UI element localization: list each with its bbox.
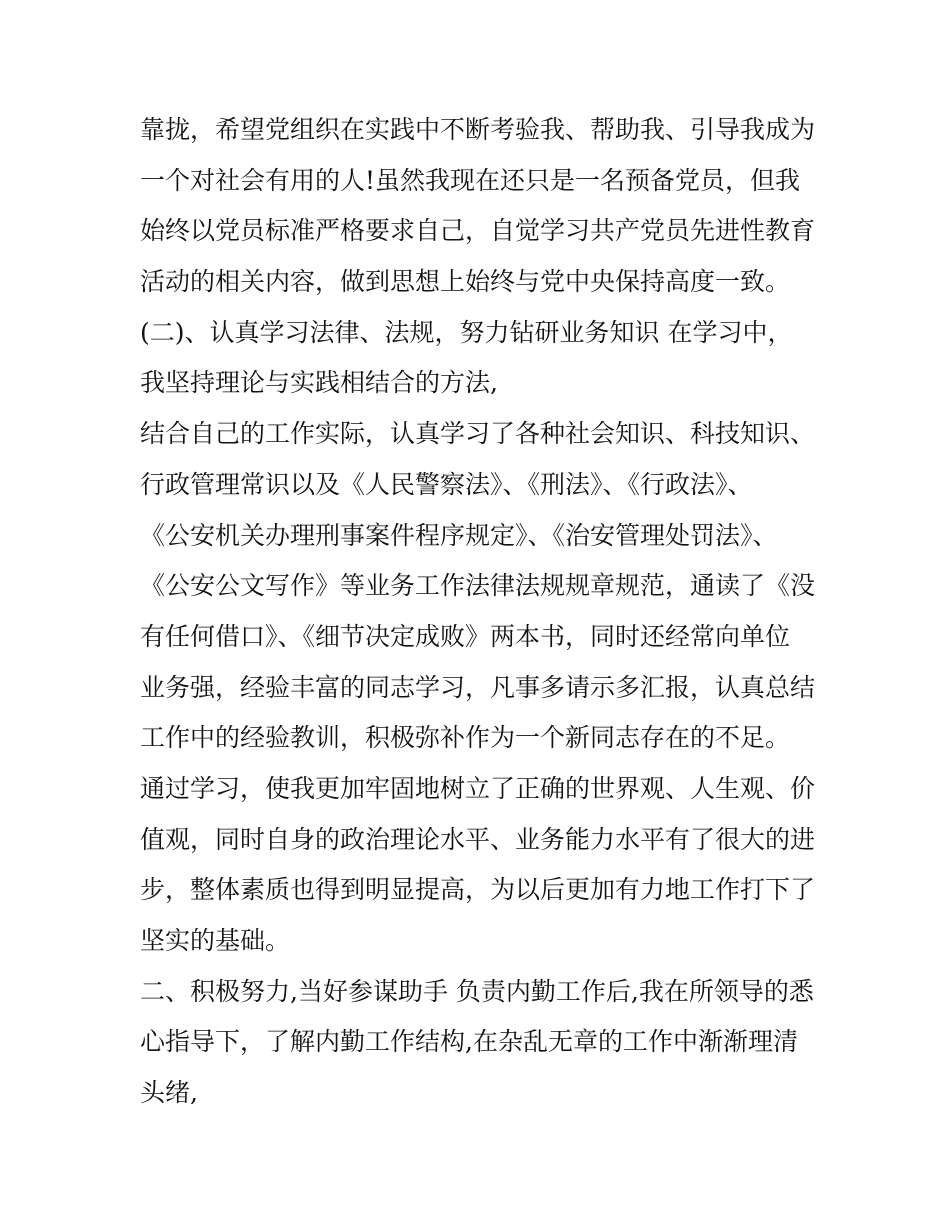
text-line: 值观，同时自身的政治理论水平、业务能力水平有了很大的进 bbox=[140, 824, 816, 854]
text-line: 我坚持理论与实践相结合的方法, bbox=[140, 368, 498, 398]
text-line: 坚实的基础。 bbox=[140, 926, 291, 955]
text-line: 通过学习，使我更加牢固地树立了正确的世界观、人生观、价 bbox=[140, 773, 816, 803]
text-line: 行政管理常识以及《人民警察法》、《刑法》、《行政法》、 bbox=[140, 469, 753, 499]
section-heading-line: 二、积极努力,当好参谋助手 负责内勤工作后,我在所领导的悉 bbox=[140, 976, 814, 1006]
text-line: 心指导下，了解内勤工作结构,在杂乱无章的工作中渐渐理清 bbox=[140, 1027, 798, 1057]
text-line: 结合自己的工作实际，认真学习了各种社会知识、科技知识、 bbox=[140, 419, 816, 449]
document-body bbox=[140, 105, 820, 1119]
text-line: 始终以党员标准严格要求自己，自觉学习共产党员先进性教育 bbox=[140, 216, 816, 246]
text-line: 《公安机关办理刑事案件程序规定》、《治安管理处罚法》、 bbox=[140, 520, 778, 550]
text-line: 业务强，经验丰富的同志学习，凡事多请示多汇报，认真总结 bbox=[140, 672, 816, 702]
text-line: 一个对社会有用的人!虽然我现在还只是一名预备党员，但我 bbox=[140, 165, 801, 195]
text-line: 头绪, bbox=[140, 1078, 198, 1108]
text-line: 《公安公文写作》等业务工作法律法规规章规范，通读了《没 bbox=[140, 571, 816, 601]
text-line: 靠拢，希望党组织在实践中不断考验我、帮助我、引导我成为 bbox=[140, 115, 816, 144]
text-line: 有任何借口》、《细节决定成败》两本书，同时还经常向单位 bbox=[140, 621, 791, 651]
text-line: 工作中的经验教训，积极弥补作为一个新同志存在的不足。 bbox=[140, 723, 791, 753]
text-line: 步，整体素质也得到明显提高，为以后更加有力地工作打下了 bbox=[140, 875, 816, 905]
section-heading-line: (二)、认真学习法律、法规，努力钻研业务知识 在学习中， bbox=[140, 317, 793, 347]
text-line: 活动的相关内容，做到思想上始终与党中央保持高度一致。 bbox=[140, 267, 791, 297]
